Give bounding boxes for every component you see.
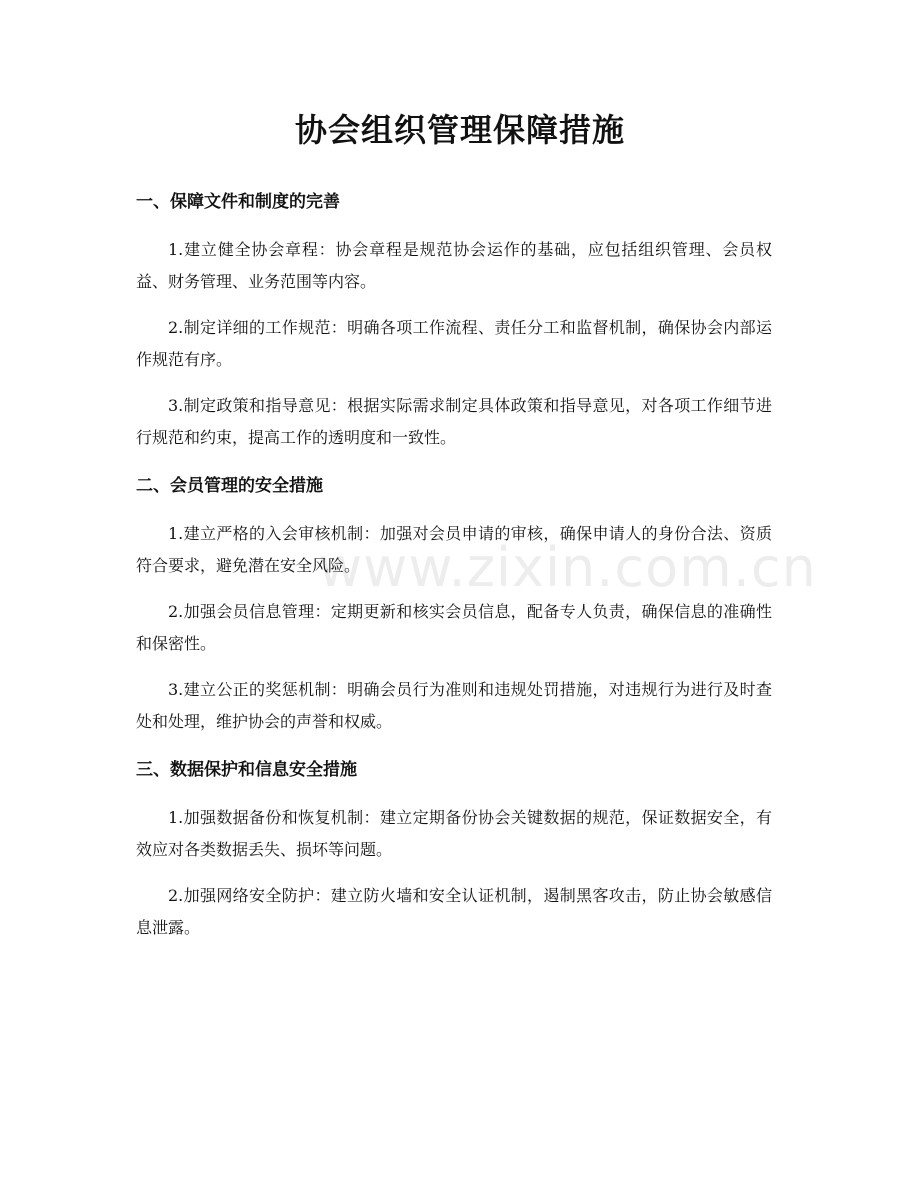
page-title: 协会组织管理保障措施 — [294, 111, 625, 149]
paragraph: 1.建立严格的入会审核机制：加强对会员申请的审核，确保申请人的身份合法、资质符合要求，避免潜在安全风险。 — [136, 524, 772, 575]
section-3 — [136, 752, 772, 944]
section-heading: 二、会员管理的安全措施 — [136, 476, 323, 496]
section-heading: 一、保障文件和制度的完善 — [136, 192, 340, 212]
section-1 — [136, 184, 772, 454]
section-heading: 三、数据保护和信息安全措施 — [136, 760, 357, 780]
paragraph: 2.制定详细的工作规范：明确各项工作流程、责任分工和监督机制，确保协会内部运作规范有序。 — [136, 318, 772, 369]
paragraph: 2.加强会员信息管理：定期更新和核实会员信息，配备专人负责，确保信息的准确性和保密性。 — [136, 602, 772, 653]
section-2 — [136, 468, 772, 738]
paragraph: 1.建立健全协会章程：协会章程是规范协会运作的基础，应包括组织管理、会员权益、财务管理、业务范围等内容。 — [136, 240, 772, 291]
paragraph: 1.加强数据备份和恢复机制：建立定期备份协会关键数据的规范，保证数据安全，有效应对各类数据丢失、损坏等问题。 — [136, 808, 772, 859]
document-body — [136, 184, 772, 958]
paragraph: 2.加强网络安全防护：建立防火墙和安全认证机制，遏制黑客攻击，防止协会敏感信息泄露。 — [136, 886, 772, 937]
watermark: www.zixin.com.cn — [318, 536, 817, 599]
paragraph: 3.制定政策和指导意见：根据实际需求制定具体政策和指导意见，对各项工作细节进行规范和约束，提高工作的透明度和一致性。 — [136, 396, 772, 447]
paragraph: 3.建立公正的奖惩机制：明确会员行为准则和违规处罚措施，对违规行为进行及时查处和处理，维护协会的声誉和权威。 — [136, 680, 772, 731]
